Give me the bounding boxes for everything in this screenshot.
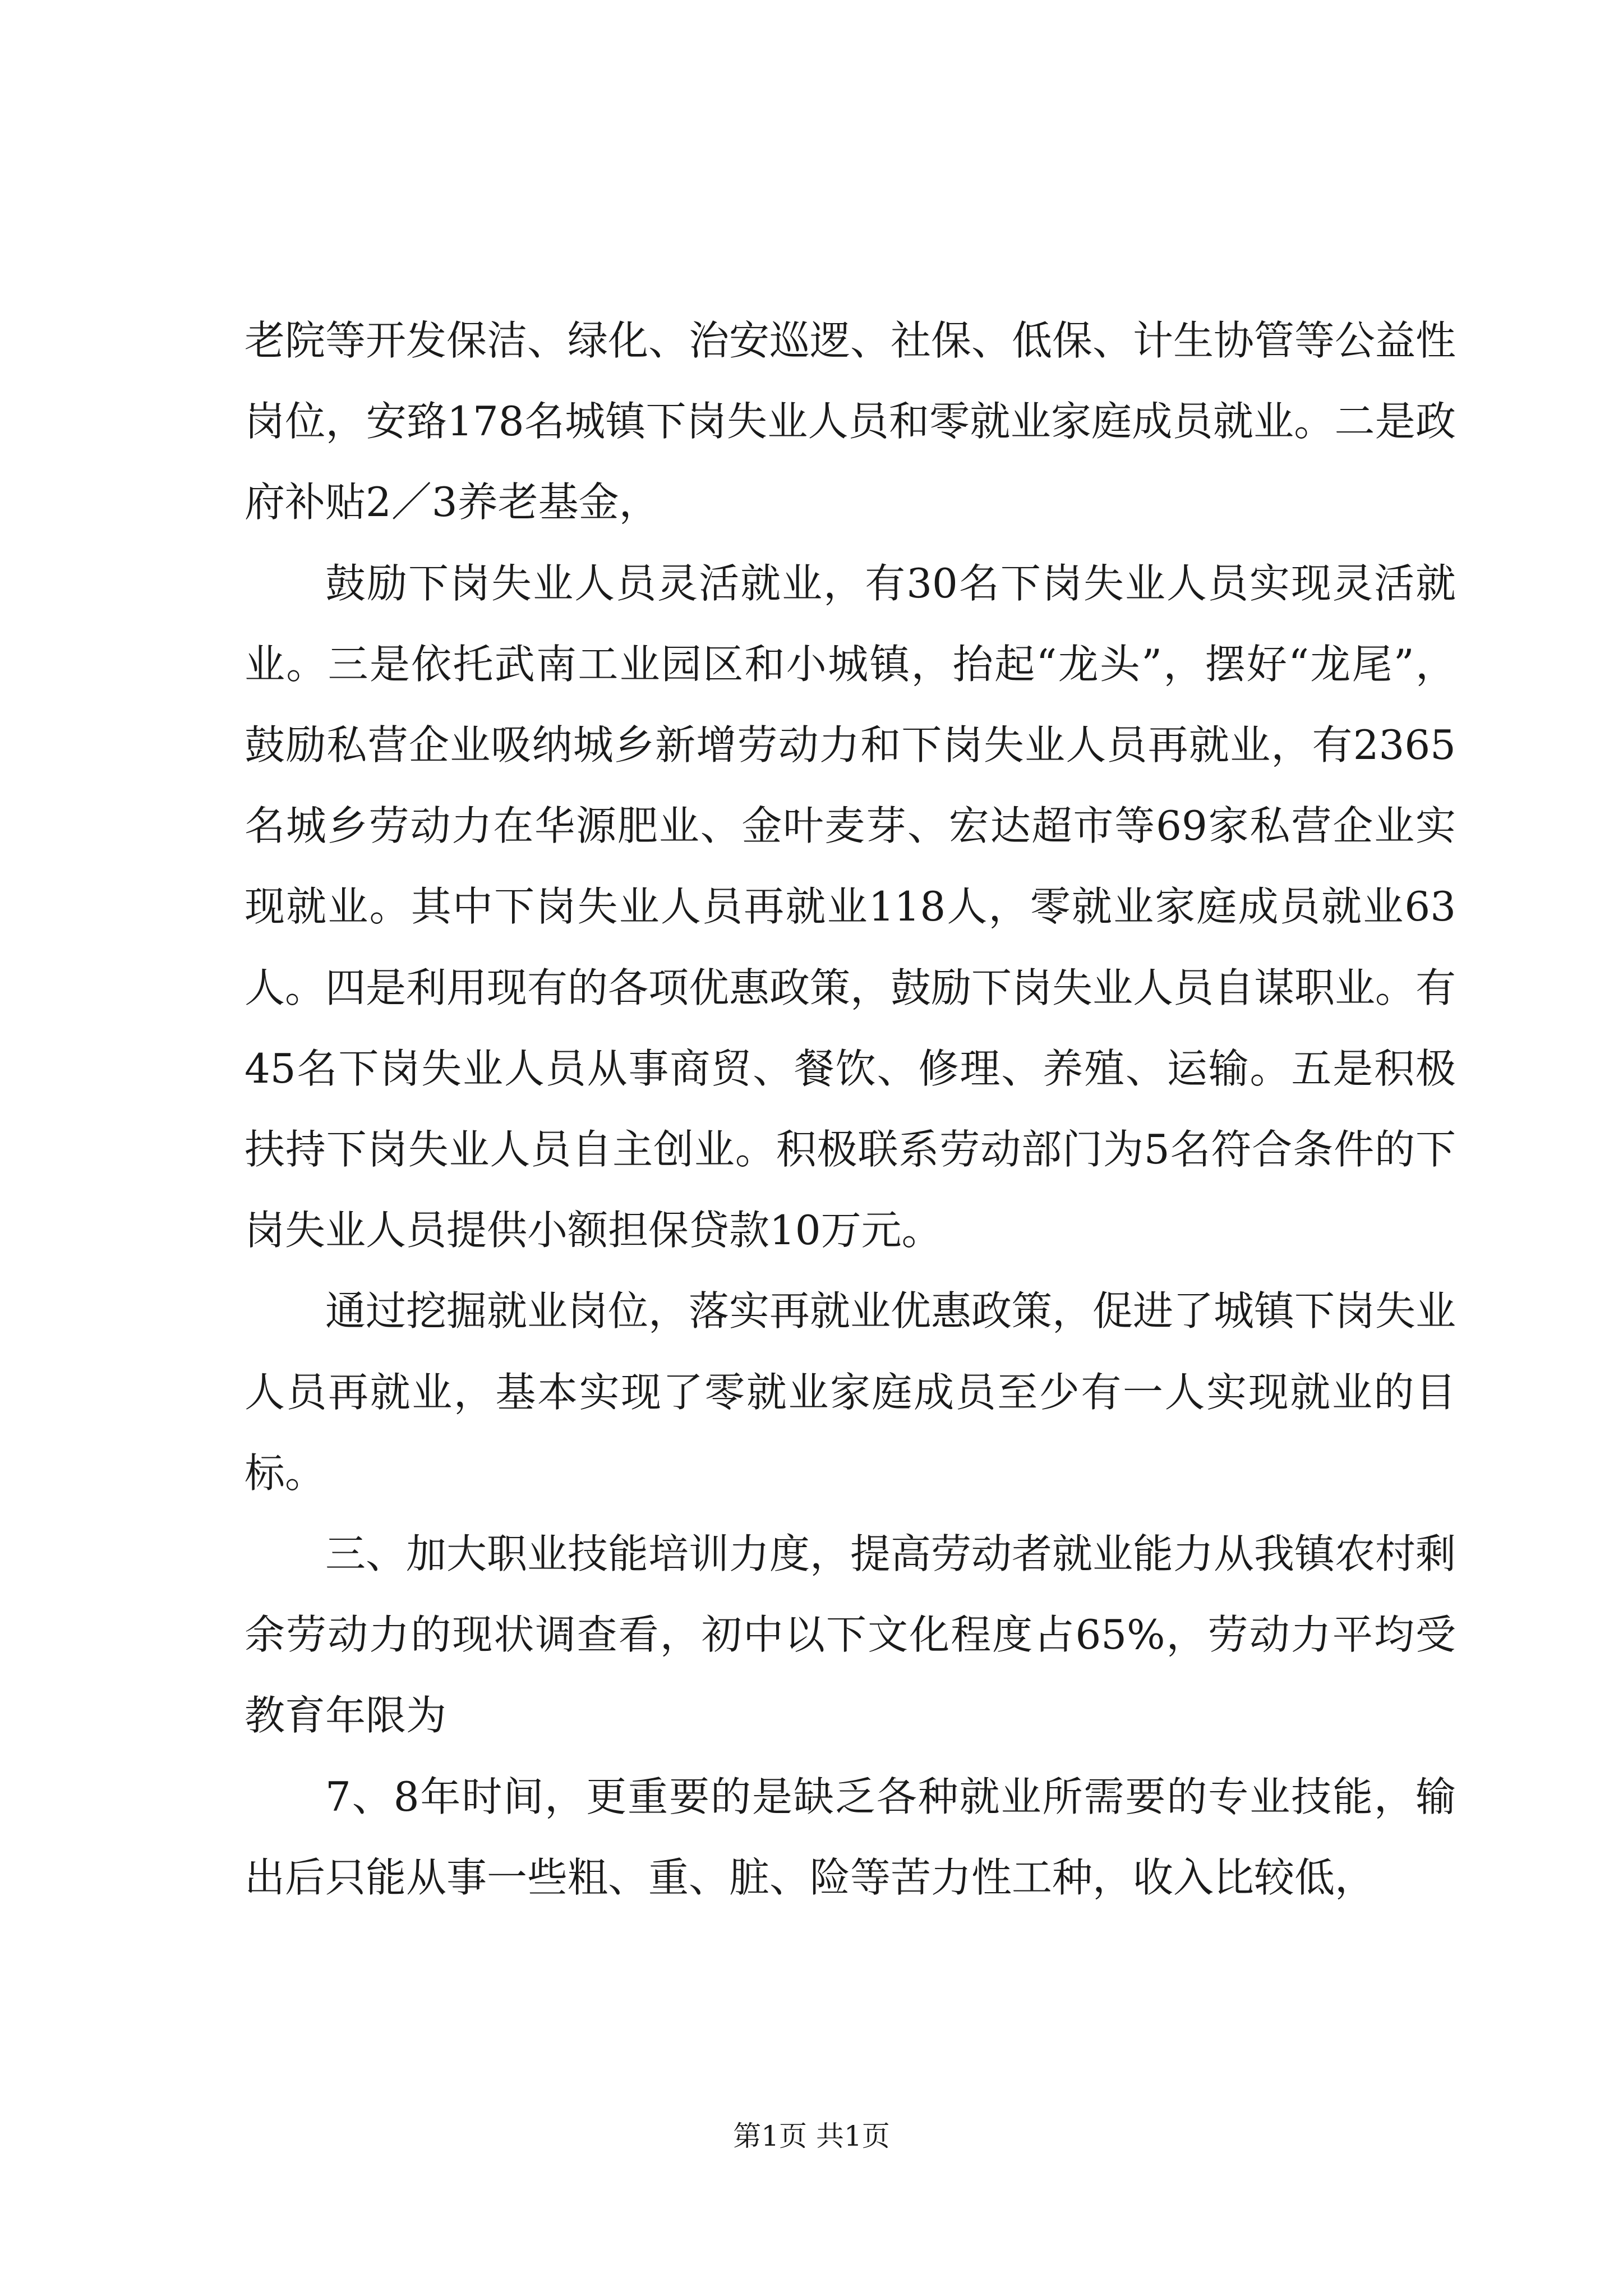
paragraph-5: 7、8年时间，更重要的是缺乏各种就业所需要的专业技能，输出后只能从事一些粗、重、脏、险等苦力性工种，收入比较低， bbox=[245, 1773, 1456, 1901]
paragraph-3: 通过挖掘就业岗位，落实再就业优惠政策，促进了城镇下岗失业人员再就业，基本实现了零就业家庭成员至少有一人实现就业的目标。 bbox=[245, 1287, 1456, 1497]
paragraph-1: 老院等开发保洁、绿化、治安巡逻、社保、低保、计生协管等公益性岗位，安臵178名城镇下岗失业人员和零就业家庭成员就业。二是政府补贴2／3养老基金， bbox=[245, 317, 1456, 526]
paragraph-2: 鼓励下岗失业人员灵活就业，有30名下岗失业人员实现灵活就业。三是依托武南工业园区和小城镇，抬起“龙头”，摆好“龙尾”，鼓励私营企业吸纳城乡新增劳动力和下岗失业人员再就业，有2365名城乡劳动力在华源肥业、金叶麦芽、宏达超市等69家私营企业实现就业。其中下岗失业人员再就业118人，零就业家庭成员就业63人。四是利用现有的各项优惠政策，鼓励下岗失业人员自谋职业。有45名下岗失业人员从事商贸、餐饮、修理、养殖、运输。五是积极扶持下岗失业人员自主创业。积极联系劳动部门为5名符合条件的下岗失业人员提供小额担保贷款10万元。 bbox=[245, 559, 1456, 1254]
page-number-label: 第1页 共1页 bbox=[733, 2120, 890, 2152]
document-body bbox=[245, 300, 1456, 1918]
paragraph-4: 三、加大职业技能培训力度，提高劳动者就业能力从我镇农村剩余劳动力的现状调查看，初中以下文化程度占65%，劳动力平均受教育年限为 bbox=[245, 1530, 1456, 1740]
page-footer bbox=[0, 2119, 1623, 2153]
